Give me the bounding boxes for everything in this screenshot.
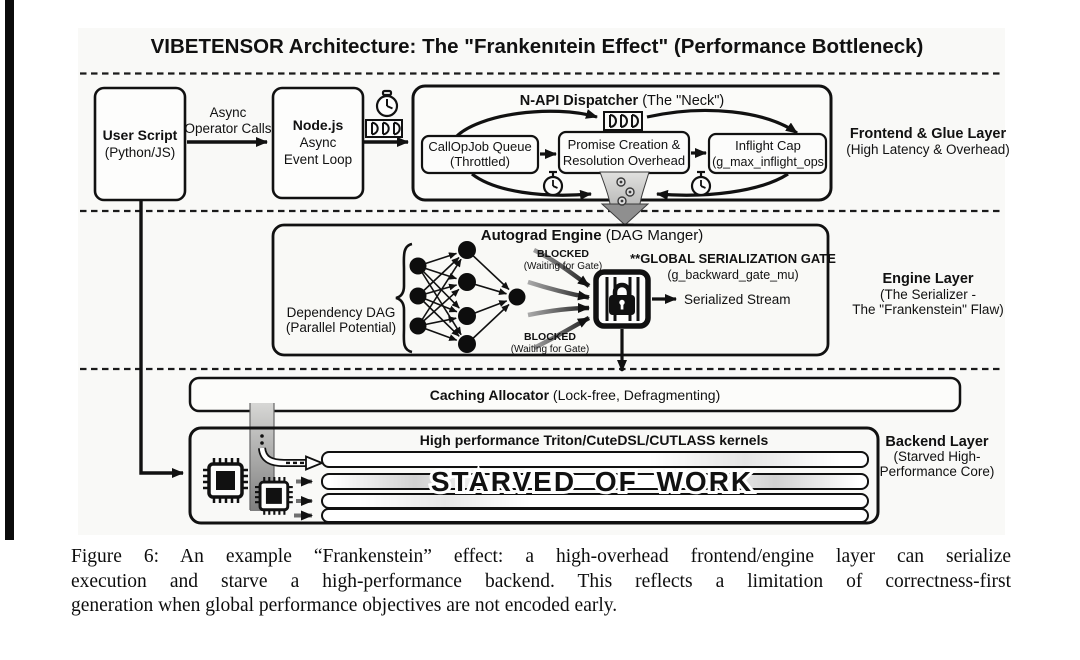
autograd-title [481, 227, 704, 244]
serialization-gate-icon [596, 272, 648, 326]
caption-line: execution and starve a high-performance backend. This reflects a limitation of correctness-first [71, 570, 1011, 592]
nodejs-label: Node.js [292, 117, 344, 133]
nodejs-label3: Event Loop [283, 152, 353, 167]
global-gate-sublabel: (g_backward_gate_mu) [667, 268, 799, 282]
kernels-title: High performance Triton/CuteDSL/CUTLASS kernels [419, 432, 769, 448]
caching-label-rest: (Lock-free, Defragmenting) [549, 387, 721, 403]
user-script-box [95, 88, 185, 200]
blocked-top-label: BLOCKED [537, 248, 589, 260]
engine-layer-sublabel2: The "Frankenstein" Flaw) [852, 302, 1004, 317]
figure-caption [71, 545, 1011, 619]
cpu-chip-icon-small [255, 477, 293, 515]
napi-title-bold: N-API Dispatcher [519, 93, 639, 109]
promise-label2: Resolution Overhead [562, 153, 686, 168]
global-gate-label: **GLOBAL SERIALIZATION GATE [630, 251, 836, 266]
frontend-layer-sublabel: (High Latency & Overhead) [846, 142, 1010, 157]
starved-of-work-label: STARVED OF WORK [430, 466, 754, 497]
caption-line: generation when global performance objectives are not encoded early. [71, 595, 618, 617]
caching-allocator-label [430, 387, 720, 403]
engine-layer-label: Engine Layer [882, 271, 974, 287]
engine-layer-sublabel: (The Serializer - [879, 287, 977, 302]
promise-label: Promise Creation & [567, 137, 681, 152]
backend-layer-sublabel: (Starved High- [893, 449, 981, 464]
backend-layer-sublabel2: Performance Core) [879, 464, 995, 479]
caption-line: Figure 6: An example “Frankenstein” effect: a high-overhead frontend/engine layer can serialize [71, 546, 1011, 567]
napi-title-rest: (The "Neck") [638, 93, 725, 109]
napi-title [520, 93, 724, 109]
nodejs-label2: Async [299, 135, 337, 150]
blocked-top-sublabel: (Waiting for Gate) [523, 261, 603, 272]
inflight-label: Inflight Cap [735, 138, 801, 153]
blocked-bottom-sublabel: (Waiting for Gate) [510, 344, 590, 355]
dependency-dag-label: Dependency DAG [286, 305, 396, 320]
callopjob-label: CallOpJob Queue [428, 139, 532, 154]
user-script-sublabel: (Python/JS) [104, 145, 176, 160]
async-calls-label: Async [209, 105, 247, 120]
user-script-label: User Script [102, 127, 178, 143]
blocked-bottom-label: BLOCKED [524, 331, 576, 343]
autograd-title-rest: (DAG Manger) [601, 227, 704, 244]
figure-title: VIBETENSOR Architecture: The "Frankenıtein Effect" (Performance Bottleneck) [150, 35, 924, 58]
frontend-layer-label: Frontend & Glue Layer [849, 126, 1007, 142]
autograd-title-bold: Autograd Engine [480, 227, 602, 244]
dependency-dag-sublabel: (Parallel Potential) [285, 320, 397, 335]
queue-icon [366, 120, 402, 137]
backend-layer-label: Backend Layer [885, 434, 989, 450]
cpu-chip-icon-large [203, 458, 248, 503]
callopjob-label2: (Throttled) [450, 154, 510, 169]
caching-label-bold: Caching Allocator [429, 387, 550, 403]
serialized-stream-label: Serialized Stream [684, 292, 791, 307]
napi-queue-icon [604, 112, 642, 130]
async-calls-label2: Operator Calls [184, 121, 272, 136]
scan-edge-bar [5, 0, 14, 540]
inflight-label2: (g_max_inflight_ops [712, 155, 824, 169]
